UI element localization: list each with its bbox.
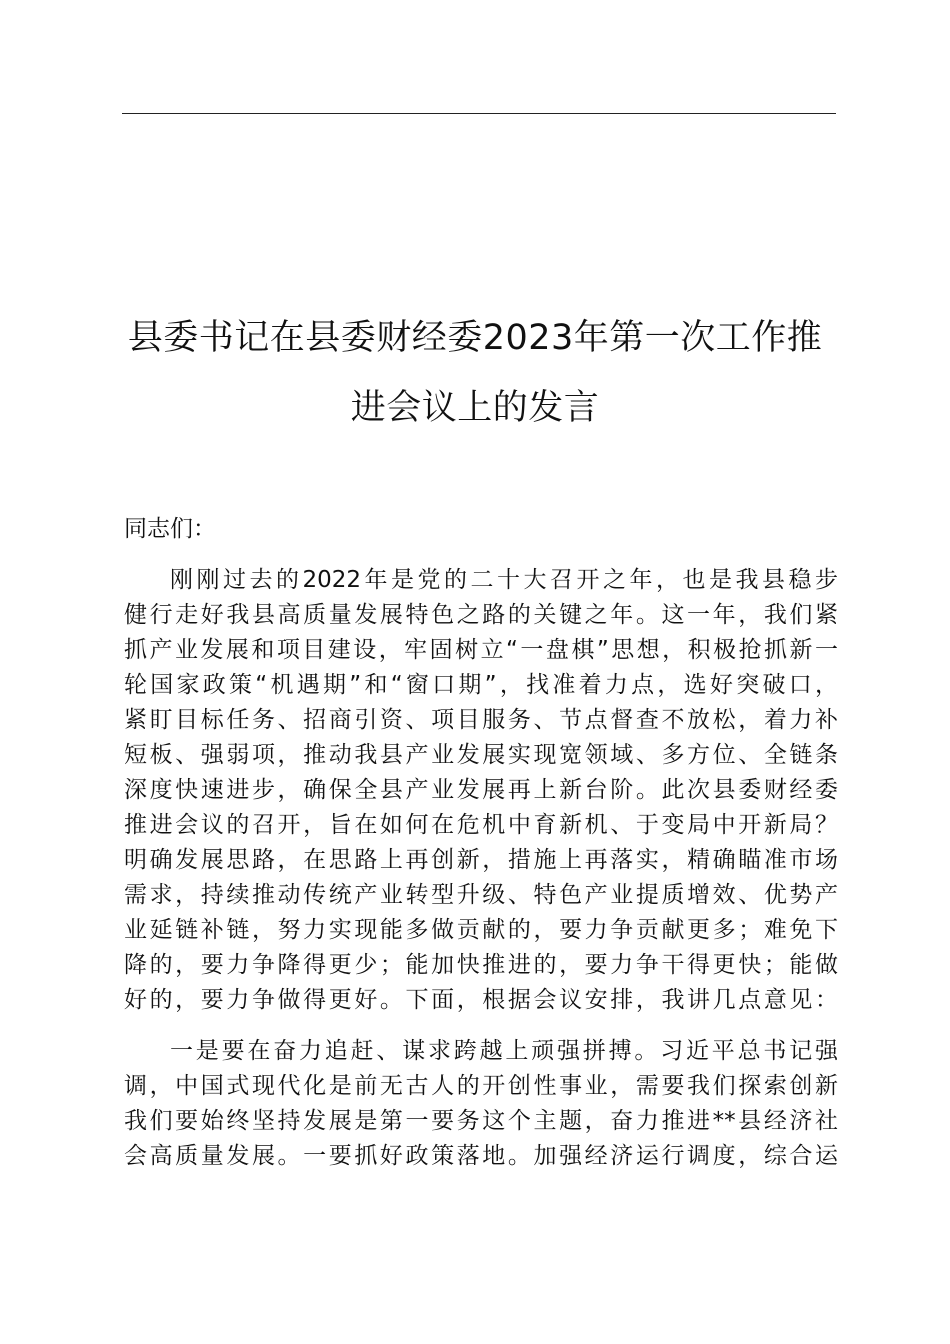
paragraph-line: 刚刚过去的2022年是党的二十大召开之年，也是我县稳步: [170, 567, 838, 593]
document-title-line-2: 进会议上的发言: [350, 388, 600, 428]
paragraph-line: 降的，要力争降得更少；能加快推进的，要力争干得更快；能做: [124, 952, 838, 978]
paragraph-line: 紧盯目标任务、招商引资、项目服务、节点督查不放松，着力补: [124, 707, 838, 733]
paragraph-line: 短板、强弱项，推动我县产业发展实现宽领域、多方位、全链条: [124, 742, 838, 768]
salutation: 同志们：: [124, 516, 216, 542]
paragraph-line: 抓产业发展和项目建设，牢固树立“一盘棋”思想，积极抢抓新一: [124, 637, 838, 663]
paragraph-line: 明确发展思路，在思路上再创新，措施上再落实，精确瞄准市场: [124, 847, 838, 873]
paragraph-line: 健行走好我县高质量发展特色之路的关键之年。这一年，我们紧: [124, 602, 838, 628]
paragraph-line: 轮国家政策“机遇期”和“窗口期”，找准着力点，选好突破口，: [124, 672, 838, 698]
document-title-line-1: 县委书记在县委财经委2023年第一次工作推: [127, 318, 823, 358]
paragraph-line: 会高质量发展。一要抓好政策落地。加强经济运行调度，综合运: [124, 1143, 838, 1169]
paragraph-line: 调，中国式现代化是前无古人的开创性事业，需要我们探索创新: [124, 1073, 838, 1099]
header-rule: [122, 113, 836, 114]
paragraph-line: 深度快速进步，确保全县产业发展再上新台阶。此次县委财经委: [124, 777, 838, 803]
paragraph-line: 需求，持续推动传统产业转型升级、特色产业提质增效、优势产: [124, 882, 838, 908]
paragraph-line: 好的，要力争做得更好。下面，根据会议安排，我讲几点意见：: [124, 987, 838, 1013]
paragraph-line: 我们要始终坚持发展是第一要务这个主题，奋力推进**县经济社: [124, 1108, 838, 1134]
paragraph-line: 推进会议的召开，旨在如何在危机中育新机、于变局中开新局？: [124, 812, 838, 838]
paragraph-line: 业延链补链，努力实现能多做贡献的，要力争贡献更多；难免下: [124, 917, 838, 943]
paragraph-line: 一是要在奋力追赶、谋求跨越上顽强拼搏。习近平总书记强: [170, 1038, 838, 1064]
